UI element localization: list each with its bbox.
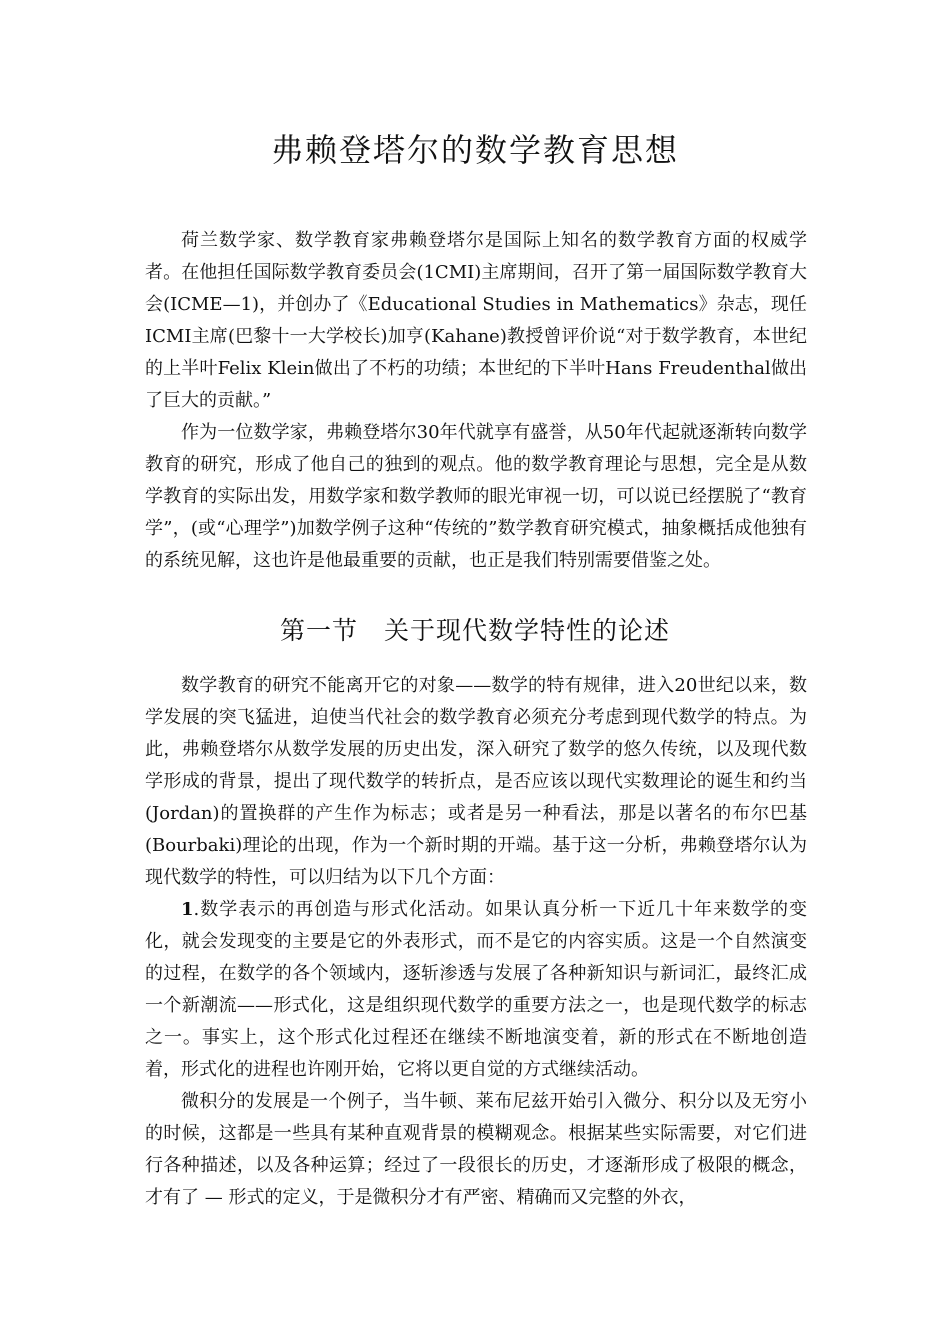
calculus-paragraph: 微积分的发展是一个例子，当牛顿、莱布尼兹开始引入微分、积分以及无穷小的时候，这都是一些具有某种直观背景的模糊观念。根据某些实际需要，对它们进行各种描述，以及各种运算；经过了一段很长的历史，才逐渐形成了极限的概念，才有了 — 形式的定义，于是微积分才有严密、精确而又完整的外衣， [145,1091,807,1208]
intro-paragraph: 荷兰数学家、数学教育家弗赖登塔尔是国际上知名的数学教育方面的权威学者。在他担任国际数学教育委员会(1CMI)主席期间，召开了第一届国际数学教育大会(ICME—1)，并创办了《Educational Studies in Mathematics》杂志，现任ICMI主席(巴黎十一大学校长)加亨(Kahane)教授曾评价说“对于数学教育，本世纪的上半叶Felix Klein做出了不朽的功绩；本世纪的下半叶Hans Freudenthal做出了巨大的贡献。” [145,230,807,411]
section-title: 关于现代数学特性的论述 [384,616,671,645]
point-1-number: 1 [181,899,194,920]
section-first-paragraph: 数学教育的研究不能离开它的对象——数学的特有规律，进入20世纪以来，数学发展的突飞猛进，迫使当代社会的数学教育必须充分考虑到现代数学的特点。为此，弗赖登塔尔从数学发展的历史出发，深入研究了数学的悠久传统，以及现代数学形成的背景，提出了现代数学的转折点，是否应该以现代实数理论的诞生和约当(Jordan)的置换群的产生作为标志；或者是另一种看法，那是以著名的布尔巴基(Bourbaki)理论的出现，作为一个新时期的开端。基于这一分析，弗赖登塔尔认为现代数学的特性，可以归结为以下几个方面： [145,675,807,888]
second-paragraph: 作为一位数学家，弗赖登塔尔30年代就享有盛誉，从50年代起就逐渐转向数学教育的研究，形成了他自己的独到的观点。他的数学教育理论与思想，完全是从数学教育的实际出发，用数学家和数学教师的眼光审视一切，可以说已经摆脱了“教育学”，(或“心理学”)加数学例子这种“传统的”数学教育研究模式，抽象概括成他独有的系统见解，这也许是他最重要的贡献，也正是我们特别需要借鉴之处。 [145,422,807,571]
section-number: 第一节 [279,616,358,645]
document-title: 弗赖登塔尔的数学教育思想 [270,131,679,169]
section-heading [0,611,950,651]
point-1-paragraph [145,894,807,1086]
point-1-text: .数学表示的再创造与形式化活动。如果认真分析一下近几十年来数学的变化，就会发现变的主要是它的外表形式，而不是它的内容实质。这是一个自然演变的过程，在数学的各个领域内，逐斩渗透与发展了各种新知识与新词汇，最终汇成一个新潮流——形式化，这是组织现代数学的重要方法之一，也是现代数学的标志之一。事实上，这个形式化过程还在继续不断地演变着，新的形式在不断地创造着，形式化的进程也许刚开始，它将以更自觉的方式继续活动。 [145,899,807,1080]
